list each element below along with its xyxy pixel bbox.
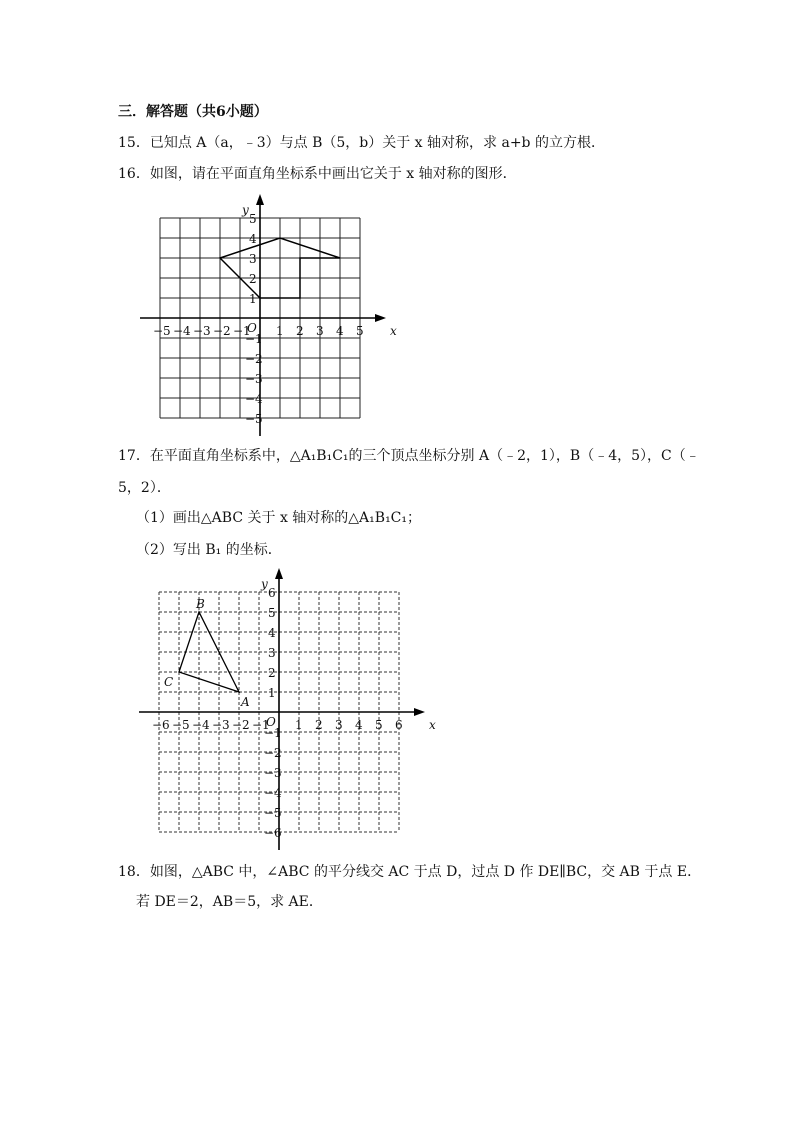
x-tick-label: 5 bbox=[356, 324, 364, 338]
y-axis-arrow-icon bbox=[256, 194, 264, 205]
x-tick-label: −6 bbox=[152, 718, 170, 732]
x-tick-label: 6 bbox=[395, 718, 403, 732]
section-heading: 三．解答题（共6小题） bbox=[118, 104, 268, 120]
x-tick-label: −5 bbox=[153, 324, 171, 338]
question-17-part2: （2）写出 B₁ 的坐标． bbox=[136, 542, 282, 558]
y-axis-arrow-icon bbox=[275, 568, 283, 579]
x-axis-arrow-icon bbox=[375, 314, 386, 322]
y-tick-label: 6 bbox=[268, 586, 276, 600]
x-tick-label: −2 bbox=[232, 718, 250, 732]
x-tick-label: 4 bbox=[336, 324, 344, 338]
y-tick-label: 4 bbox=[249, 232, 257, 246]
figure-16-coordinate-grid bbox=[120, 190, 400, 450]
vertex-label-b: B bbox=[196, 597, 205, 611]
y-tick-label: 3 bbox=[268, 646, 276, 660]
x-tick-label: −4 bbox=[173, 324, 191, 338]
question-18-line1: 18．如图，△ABC 中，∠ABC 的平分线交 AC 于点 D，过点 D 作 DE∥BC，交 AB 于点 E． bbox=[118, 864, 702, 880]
x-tick-label: −3 bbox=[212, 718, 230, 732]
x-tick-label: 1 bbox=[295, 718, 303, 732]
question-16: 16．如图，请在平面直角坐标系中画出它关于 x 轴对称的图形． bbox=[118, 166, 517, 182]
x-tick-label: −4 bbox=[192, 718, 210, 732]
x-tick-label: 2 bbox=[315, 718, 323, 732]
origin-label: O bbox=[247, 321, 257, 335]
y-tick-label: −2 bbox=[264, 746, 282, 760]
x-tick-label: 4 bbox=[355, 718, 363, 732]
question-17-line2: 5，2）． bbox=[118, 480, 171, 496]
y-tick-label: −4 bbox=[264, 786, 282, 800]
x-tick-label: −2 bbox=[213, 324, 231, 338]
question-17-line1: 17．在平面直角坐标系中，△A₁B₁C₁的三个顶点坐标分别 A（﹣2，1），B（﹣4，5），C（﹣ bbox=[118, 448, 700, 464]
x-tick-label: 3 bbox=[316, 324, 324, 338]
x-tick-label: −5 bbox=[172, 718, 190, 732]
x-tick-label: −1 bbox=[252, 718, 270, 732]
figure-17-coordinate-grid bbox=[120, 562, 440, 862]
y-tick-label: −3 bbox=[245, 372, 263, 386]
y-tick-label: −1 bbox=[264, 726, 282, 740]
x-tick-label: 5 bbox=[375, 718, 383, 732]
vertex-label-a: A bbox=[241, 695, 250, 709]
y-tick-label: −2 bbox=[245, 352, 263, 366]
x-tick-label: 2 bbox=[296, 324, 304, 338]
y-tick-label: −5 bbox=[264, 806, 282, 820]
x-tick-label: 1 bbox=[276, 324, 284, 338]
x-axis-arrow-icon bbox=[414, 708, 425, 716]
y-tick-label: 5 bbox=[249, 212, 257, 226]
y-tick-label: −1 bbox=[245, 332, 263, 346]
origin-label: O bbox=[266, 715, 276, 729]
y-tick-label: 1 bbox=[249, 292, 257, 306]
y-tick-label: 5 bbox=[268, 606, 276, 620]
y-axis-label: y bbox=[242, 203, 249, 217]
question-15: 15．已知点 A（a，﹣3）与点 B（5，b）关于 x 轴对称，求 a+b 的立方根． bbox=[118, 135, 605, 151]
x-tick-label: 3 bbox=[335, 718, 343, 732]
y-tick-label: −4 bbox=[245, 392, 263, 406]
y-tick-label: −5 bbox=[245, 412, 263, 426]
y-tick-label: −3 bbox=[264, 766, 282, 780]
y-tick-label: 2 bbox=[249, 272, 257, 286]
y-tick-label: 4 bbox=[268, 626, 276, 640]
question-17-part1: （1）画出△ABC 关于 x 轴对称的△A₁B₁C₁； bbox=[136, 510, 422, 526]
x-axis-label: x bbox=[390, 324, 397, 338]
y-axis-label: y bbox=[261, 577, 268, 591]
y-tick-label: 3 bbox=[249, 252, 257, 266]
y-tick-label: 1 bbox=[268, 686, 276, 700]
vertex-label-c: C bbox=[164, 675, 174, 689]
x-axis-label: x bbox=[429, 718, 436, 732]
x-tick-label: −1 bbox=[233, 324, 251, 338]
x-tick-label: −3 bbox=[193, 324, 211, 338]
y-tick-label: −6 bbox=[264, 826, 282, 840]
y-tick-label: 2 bbox=[268, 666, 276, 680]
question-18-line2: 若 DE＝2，AB＝5，求 AE． bbox=[136, 894, 323, 910]
